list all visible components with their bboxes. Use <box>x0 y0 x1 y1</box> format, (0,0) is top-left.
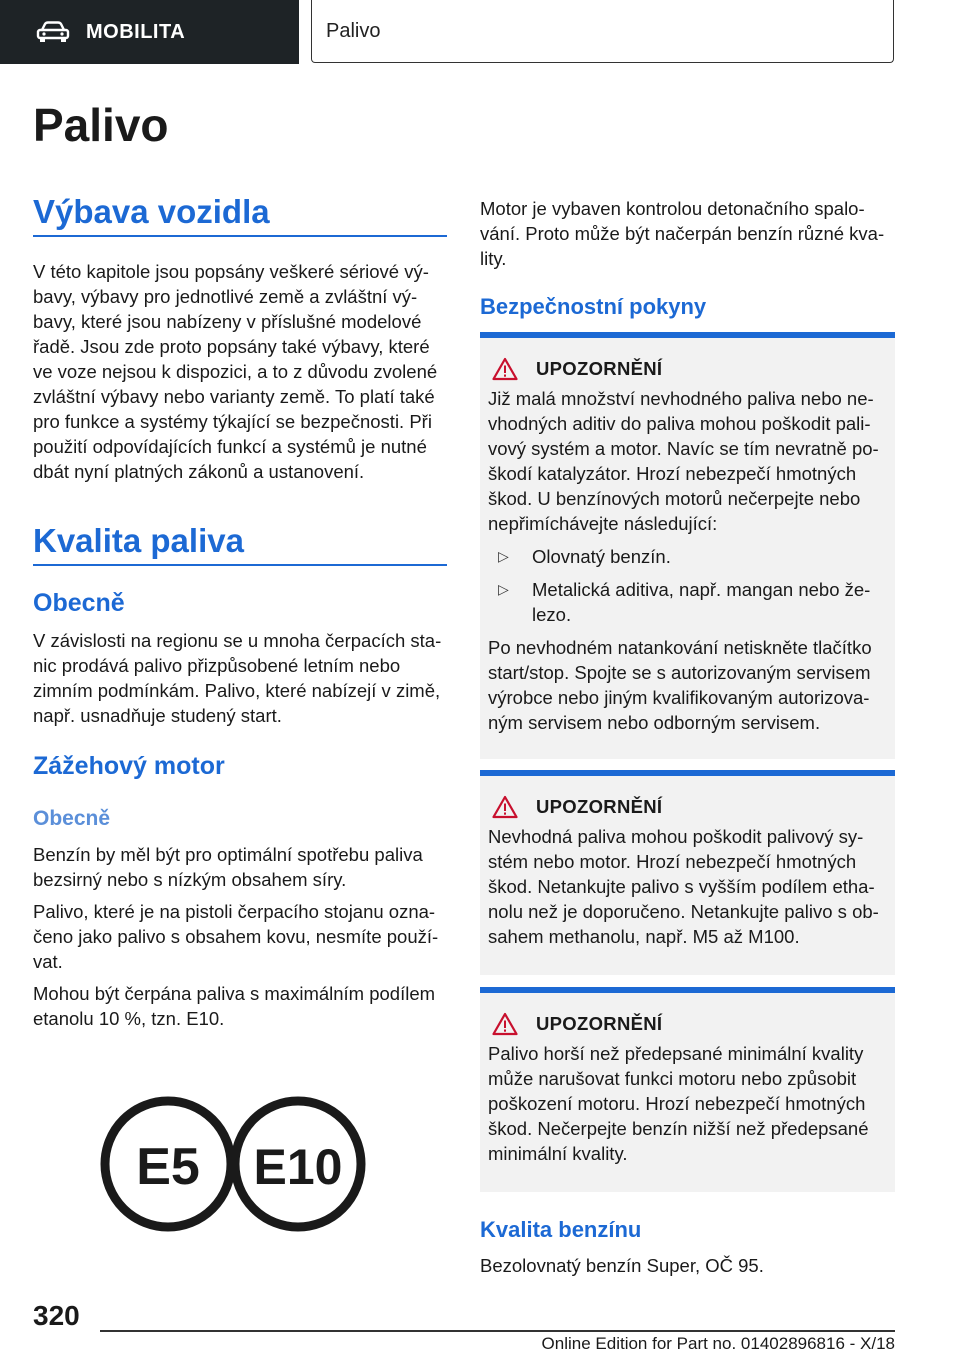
warning-title: UPOZORNĚNÍ <box>536 1013 663 1034</box>
triangle-bullet-icon: ▷ <box>498 581 509 597</box>
warning-text: Palivo horší než předepsané minimální kvality může narušovat funkci motoru nebo způsobit poškození motoru. Hrozí nebezpečí hmotných škod. Nečerpejte benzín nižší než předepsané minimální kvality. <box>488 1043 869 1164</box>
list-item-text: Olovnatý benzín. <box>532 546 671 567</box>
warning-box-2 <box>480 770 895 975</box>
warning-text: Nevhodná paliva mohou poškodit palivový sy-stém nebo motor. Hrozí nebezpečí hmotných škod. Netankujte palivo s vyšším podílem etha-nolu než je doporučeno. Netankujte palivo s ob-sahem methanolu, např. M5 až M100. <box>488 826 879 947</box>
triangle-bullet-icon: ▷ <box>498 548 509 564</box>
warning-triangle-icon <box>492 1012 518 1036</box>
heading-equipment: Výbava vozidla <box>33 193 270 230</box>
list-item <box>488 544 887 569</box>
fuel-emblems <box>100 1088 370 1240</box>
footer-rule <box>100 1330 895 1332</box>
heading-petrol-engine: Zážehový motor <box>33 752 225 780</box>
paragraph-sulfur: Benzín by měl být pro optimální spotřebu paliva bezsirný nebo s nízkým obsahem síry. <box>33 844 423 890</box>
page-tab[interactable] <box>311 0 894 63</box>
paragraph-equipment: V této kapitole jsou popsány veškeré sériové vý-bavy, výbavy pro jednotlivé země a zvláštní vý-bavy, které jsou nabízeny v příslušné modelové řadě. Jsou zde proto popsány také výbavy, které ve voze nejsou k dispozici, a to z důvodu zvolené zvláštní výbavy nebo varianty země. To platí také pro funkce a systémy týkající se bezpečnosti. Při použití odpovídajících funkcí a systémů je nutné dbát nyní platných zákonů a ustanovení. <box>33 261 438 482</box>
heading-safety: Bezpečnostní pokyny <box>480 294 707 319</box>
header-bar <box>0 0 960 66</box>
paragraph-knock: Motor je vybaven kontrolou detonačního spalo-vání. Proto může být načerpán benzín různé kva-lity. <box>480 198 885 269</box>
heading-rule <box>33 564 447 566</box>
warning-text: Již malá množství nevhodného paliva nebo ne-vhodných aditiv do paliva mohou poškodit pali-vový systém a motor. Navíc se tím nevratně po-škodí katalyzátor. Hrozí nebezpečí hmotných škod. U benzínových motorů nečerpejte nebo nepřimíchávejte následující: <box>488 388 879 534</box>
paragraph-petrol-quality: Bezolovnatý benzín Super, OČ 95. <box>480 1255 764 1276</box>
heading-general-sub: Obecně <box>33 807 111 830</box>
warning-title: UPOZORNĚNÍ <box>536 358 663 379</box>
warning-box-3 <box>480 987 895 1192</box>
warning-header <box>492 356 887 382</box>
warning-header <box>492 1011 887 1037</box>
warning-box-1 <box>480 332 895 759</box>
heading-general: Obecně <box>33 589 125 617</box>
e10-label: E10 <box>253 1139 343 1195</box>
edition-note: Online Edition for Part no. 01402896816 - X/18 <box>541 1334 895 1353</box>
section-tab-label: MOBILITA <box>86 20 186 43</box>
warning-text: Po nevhodném natankování netiskněte tlačítko start/stop. Spojte se s autorizovaným servisem výrobce nebo jiným kvalifikovaným autorizova-ným servisem nebo odborným servisem. <box>488 637 872 733</box>
paragraph-general: V závislosti na regionu se u mnoha čerpacích sta-nic prodává palivo přizpůsobené letním nebo zimním podmínkám. Palivo, které nabízejí v zimě, např. usnadňuje studený start. <box>33 630 442 726</box>
warning-title: UPOZORNĚNÍ <box>536 796 663 817</box>
page-number: 320 <box>33 1300 80 1331</box>
list-item-text: Metalická aditiva, např. mangan nebo že-lezo. <box>532 579 871 625</box>
e10-emblem <box>235 1101 361 1227</box>
warning-triangle-icon <box>492 795 518 819</box>
e5-emblem <box>105 1101 231 1227</box>
heading-rule <box>33 235 447 237</box>
page-title: Palivo <box>33 99 169 151</box>
warning-bar <box>480 770 895 776</box>
heading-fuel-quality: Kvalita paliva <box>33 522 244 559</box>
warning-bar <box>480 987 895 993</box>
warning-list <box>488 544 887 627</box>
warning-bar <box>480 332 895 338</box>
car-icon <box>36 21 70 43</box>
warning-triangle-icon <box>492 357 518 381</box>
section-tab[interactable] <box>0 0 299 64</box>
heading-petrol-quality: Kvalita benzínu <box>480 1217 642 1242</box>
paragraph-ethanol: Mohou být čerpána paliva s maximálním podílem etanolu 10 %, tzn. E10. <box>33 983 436 1029</box>
list-item <box>488 577 887 627</box>
paragraph-metal: Palivo, které je na pistoli čerpacího stojanu ozna-čeno jako palivo s obsahem kovu, nesmíte použí-vat. <box>33 901 439 972</box>
page-tab-label: Palivo <box>326 19 381 42</box>
warning-header <box>492 794 887 820</box>
e5-label: E5 <box>136 1138 200 1196</box>
